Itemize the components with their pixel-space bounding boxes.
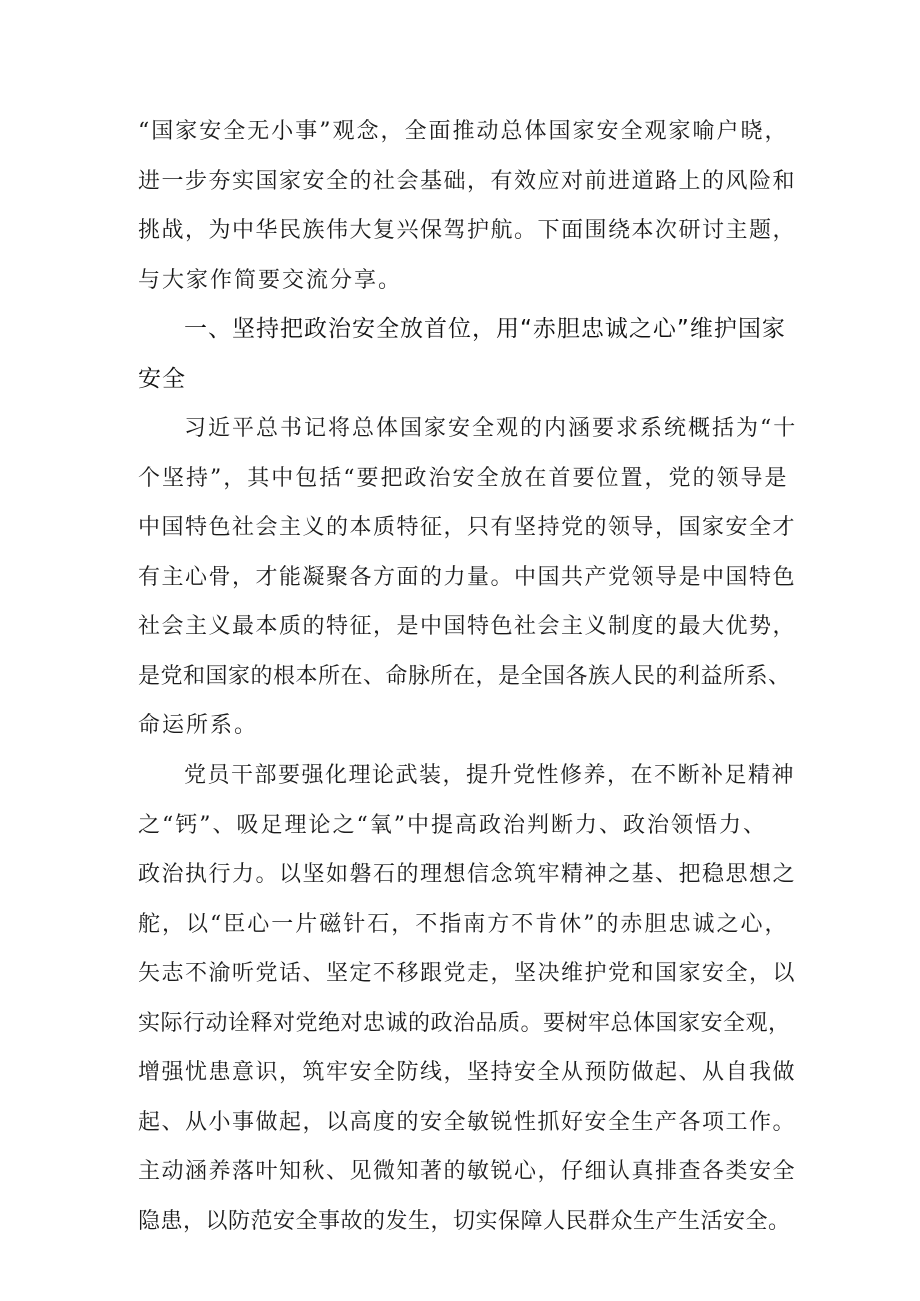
heading-line: 安全 [138, 365, 186, 392]
paragraph-line: 之“钙”、吸足理论之“氧”中提高政治判断力、政治领悟力、 [138, 812, 767, 838]
body-paragraph-cadres [138, 751, 798, 1246]
paragraph-line: 挑战，为中华民族伟大复兴保驾护航。下面围绕本次研讨主题， [138, 218, 797, 243]
paragraph-line: 起、从小事做起，以高度的安全敏锐性抓好安全生产各项工作。 [138, 1109, 797, 1135]
body-paragraph-xi [138, 404, 798, 751]
paragraph-line: 社会主义最本质的特征，是中国特色社会主义制度的最大优势， [138, 614, 797, 639]
paragraph-line: 增强忧患意识，筑牢安全防线，坚持安全从预防做起、从自我做 [138, 1060, 797, 1085]
paragraph-line: 舵，以“臣心一片磁针石，不指南方不肯休”的赤胆忠诚之心， [138, 911, 789, 937]
paragraph-line: 有主心骨，才能凝聚各方面的力量。中国共产党领导是中国特色 [138, 564, 797, 590]
paragraph-line: 政治执行力。以坚如磐石的理想信念筑牢精神之基、把稳思想之 [138, 862, 797, 887]
paragraph-line: 中国特色社会主义的本质特征，只有坚持党的领导，国家安全才 [138, 515, 797, 540]
paragraph-line: 个坚持”，其中包括“要把政治安全放在首要位置，党的领导是 [138, 465, 789, 491]
section-heading [138, 305, 798, 404]
paragraph-line: 进一步夯实国家安全的社会基础，有效应对前进道路上的风险和 [138, 168, 797, 194]
paragraph-line: 党员干部要强化理论武装，提升党性修养，在不断补足精神 [184, 763, 796, 788]
paragraph-line: 习近平总书记将总体国家安全观的内涵要求系统概括为“十 [184, 416, 798, 441]
paragraph-line: 与大家作简要交流分享。 [138, 267, 403, 293]
paragraph-line: 隐患，以防范安全事故的发生，切实保障人民群众生产生活安全。 [138, 1208, 791, 1234]
heading-line: 一、坚持把政治安全放首位，用“赤胆忠诚之心”维护国家 [184, 316, 786, 342]
paragraph-line: 命运所系。 [138, 713, 259, 738]
intro-paragraph [138, 107, 798, 305]
paragraph-line: “国家安全无小事”观念，全面推动总体国家安全观家喻户晓， [138, 119, 789, 144]
paragraph-line: 主动涵养落叶知秋、见微知著的敏锐心，仔细认真排查各类安全 [138, 1159, 797, 1184]
paragraph-line: 矢志不渝听党话、坚定不移跟党走，坚决维护党和国家安全，以 [138, 961, 797, 986]
paragraph-line: 实际行动诠释对党绝对忠诚的政治品质。要树牢总体国家安全观， [138, 1010, 791, 1036]
paragraph-line: 是党和国家的根本所在、命脉所在，是全国各族人民的利益所系、 [138, 663, 791, 689]
